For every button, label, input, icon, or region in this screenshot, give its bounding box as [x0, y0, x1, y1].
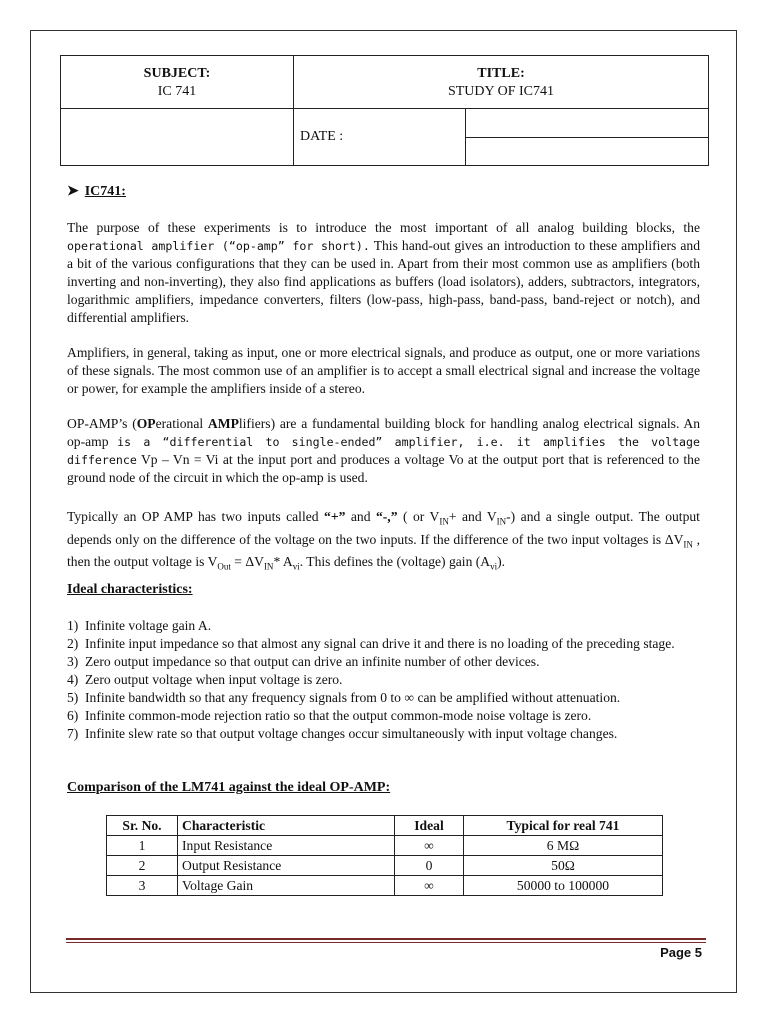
footer-divider [66, 938, 706, 940]
subject-label: SUBJECT: [143, 66, 211, 81]
table-cell: Voltage Gain [178, 876, 395, 896]
title-value: STUDY OF IC741 [447, 84, 555, 99]
table-cell: 50Ω [464, 856, 663, 876]
list-item: 7) Infinite slew rate so that output voltage changes occur simultaneously with input voltage changes. [67, 726, 618, 741]
title-label: TITLE: [477, 66, 525, 81]
list-item: 1) Infinite voltage gain A. [67, 618, 212, 633]
date-value-boxes [466, 109, 708, 165]
table-cell: 50000 to 100000 [464, 876, 663, 896]
table-cell: ∞ [395, 876, 464, 896]
section-heading-ic741: ➤ IC741: [67, 184, 126, 199]
table-cell: 2 [107, 856, 178, 876]
table-row [107, 856, 663, 876]
column-header: Sr. No. [107, 816, 178, 836]
table-cell: Input Resistance [178, 836, 395, 856]
comparison-heading: Comparison of the LM741 against the ideal OP-AMP: [67, 780, 391, 795]
amplifiers-paragraph: Amplifiers, in general, taking as input, one or more electrical signals, and produce as output, one or more variations of these signals. The most common use of an amplifier is to accept a small electrical signal and increase the voltage or power, for example the amplifiers inside of a stereo. [67, 345, 700, 396]
column-header: Characteristic [178, 816, 395, 836]
subject-value: IC 741 [157, 84, 197, 99]
table-cell: 6 MΩ [464, 836, 663, 856]
intro-paragraph: The purpose of these experiments is to introduce the most important of all analog building blocks, the operational amplifier (“op-amp” for short). This hand-out gives an introduction to these amplifiers and a bit of the various configurations that they can be used in. Apart from their most common use as amplifiers (both inverting and non-inverting), they also find applications as buffers (load isolators), adders, subtractors, integrators, logarithmic amplifiers, impedance converters, filters (low-pass, high-pass, band-pass, band-reject or notch), and differential amplifiers. [67, 220, 700, 325]
list-item: 3) Zero output impedance so that output can drive an infinite number of other devices. [67, 654, 540, 669]
table-row [107, 836, 663, 856]
table-header-row [107, 816, 663, 836]
inputs-paragraph: Typically an OP AMP has two inputs called “+” and “-,” ( or $V_{IN}+$ and $V_{IN}-$) and a single output. The output depends only on the difference of the voltage on the two inputs. If the difference of the two input voltages is $\Delta V_{IN}$ , then the output voltage is $V_{Out} = \Delta V_{IN}*$ $A_{vi}$. This defines the (voltage) gain $(A_{vi})$. [67, 509, 701, 573]
list-item: 6) Infinite common-mode rejection ratio so that the output common-mode noise voltage is zero. [67, 708, 592, 723]
title-cell [294, 56, 709, 109]
table-cell: 3 [107, 876, 178, 896]
ideal-characteristics-list [67, 617, 700, 743]
table-cell: ∞ [395, 836, 464, 856]
page-number: Page 5 [660, 945, 702, 960]
empty-cell [61, 109, 294, 166]
comparison-table [106, 815, 663, 896]
list-item: 4) Zero output voltage when input voltage is zero. [67, 672, 343, 687]
column-header: Ideal [395, 816, 464, 836]
column-header: Typical for real 741 [464, 816, 663, 836]
table-row [107, 876, 663, 896]
table-cell: 0 [395, 856, 464, 876]
table-cell: 1 [107, 836, 178, 856]
arrow-bullet-icon: ➤ [67, 184, 79, 199]
subject-cell [61, 56, 294, 109]
footer-divider-thin [66, 942, 706, 943]
table-cell: Output Resistance [178, 856, 395, 876]
list-item: 5) Infinite bandwidth so that any frequency signals from 0 to ∞ can be amplified without attenuation. [67, 690, 621, 705]
date-label: DATE : [294, 109, 466, 165]
date-cell [294, 109, 709, 166]
opamp-paragraph: OP-AMP’s (OPerational AMPlifiers) are a fundamental building block for handling analog electrical signals. An op-amp is a “differential to single-ended” amplifier, i.e. it amplifies the voltage difference Vp – Vn = Vi at the input port and produces a voltage Vo at the output port that is referenced to the ground node of the circuit in which the op-amp is used. [67, 416, 700, 485]
list-item: 2) Infinite input impedance so that almost any signal can drive it and there is no loading of the preceding stage. [67, 636, 675, 651]
header-table [60, 55, 709, 166]
ideal-characteristics-heading: Ideal characteristics: [67, 582, 193, 597]
